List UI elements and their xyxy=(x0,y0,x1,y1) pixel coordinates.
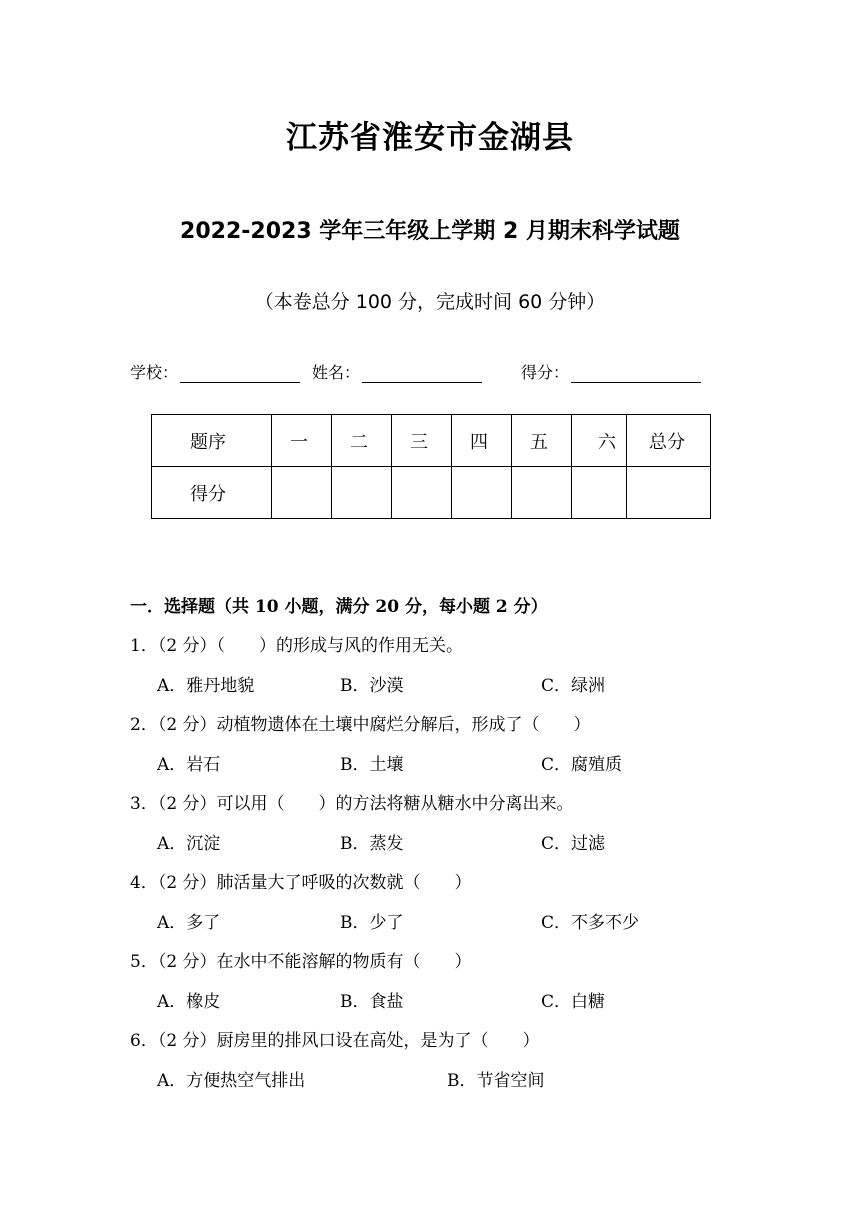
school-blank xyxy=(180,364,300,383)
score-input-cell xyxy=(452,467,512,519)
option: B．蒸发 xyxy=(340,834,404,854)
score-blank xyxy=(571,364,701,383)
score-table xyxy=(151,414,711,519)
score-input-cell xyxy=(572,467,627,519)
option: A．橡皮 xyxy=(157,992,221,1012)
option: B．节省空间 xyxy=(447,1071,545,1091)
option: B．沙漠 xyxy=(340,676,404,696)
option: C．过滤 xyxy=(541,834,606,854)
option: B．食盐 xyxy=(340,992,404,1012)
school-label: 学校： xyxy=(130,363,179,382)
option: A．多了 xyxy=(157,913,221,933)
score-table-cell: 二 xyxy=(332,415,392,467)
score-table-cell: 总分 xyxy=(627,415,711,467)
score-table-header-row xyxy=(152,415,711,467)
exam-title: 2022-2023 学年三年级上学期 2 月期末科学试题 xyxy=(180,219,680,244)
score-input-cell xyxy=(627,467,711,519)
school-field xyxy=(130,360,300,383)
option: C．腐殖质 xyxy=(541,755,623,775)
score-table-cell: 一 xyxy=(272,415,332,467)
option: C．白糖 xyxy=(541,992,606,1012)
option: A．沉淀 xyxy=(157,834,221,854)
question-stem: 5．（2 分）在水中不能溶解的物质有（ ） xyxy=(130,952,472,972)
option: C．不多不少 xyxy=(541,913,640,933)
question-stem: 6．（2 分）厨房里的排风口设在高处，是为了（ ） xyxy=(130,1031,540,1051)
score-table-cell: 三 xyxy=(392,415,452,467)
name-label: 姓名： xyxy=(312,363,361,382)
option: A．方便热空气排出 xyxy=(157,1071,306,1091)
option: C．绿洲 xyxy=(541,676,606,696)
score-table-cell: 四 xyxy=(452,415,512,467)
option: B．少了 xyxy=(340,913,404,933)
score-table-score-row xyxy=(152,467,711,519)
score-label: 得分： xyxy=(521,363,570,382)
score-field xyxy=(521,360,701,383)
score-table-cell: 题序 xyxy=(152,415,272,467)
score-input-cell xyxy=(272,467,332,519)
question-stem: 4．（2 分）肺活量大了呼吸的次数就（ ） xyxy=(130,873,472,893)
score-input-cell xyxy=(392,467,452,519)
option: A．岩石 xyxy=(157,755,221,775)
exam-region-title: 江苏省淮安市金湖县 xyxy=(286,120,574,156)
name-blank xyxy=(362,364,482,383)
question-stem: 1．（2 分）（ ）的形成与风的作用无关。 xyxy=(130,636,464,656)
option: B．土壤 xyxy=(340,755,404,775)
score-table-cell: 五 xyxy=(512,415,572,467)
exam-note: （本卷总分 100 分，完成时间 60 分钟） xyxy=(254,291,606,313)
question-stem: 2．（2 分）动植物遗体在土壤中腐烂分解后，形成了（ ） xyxy=(130,715,591,735)
score-table-cell: 六 xyxy=(572,415,627,467)
section-heading: 一．选择题（共 10 小题，满分 20 分，每小题 2 分） xyxy=(130,597,548,617)
score-table-cell: 得分 xyxy=(152,467,272,519)
name-field xyxy=(312,360,482,383)
question-stem: 3．（2 分）可以用（ ）的方法将糖从糖水中分离出来。 xyxy=(130,794,574,814)
score-input-cell xyxy=(332,467,392,519)
option: A．雅丹地貌 xyxy=(157,676,255,696)
score-input-cell xyxy=(512,467,572,519)
